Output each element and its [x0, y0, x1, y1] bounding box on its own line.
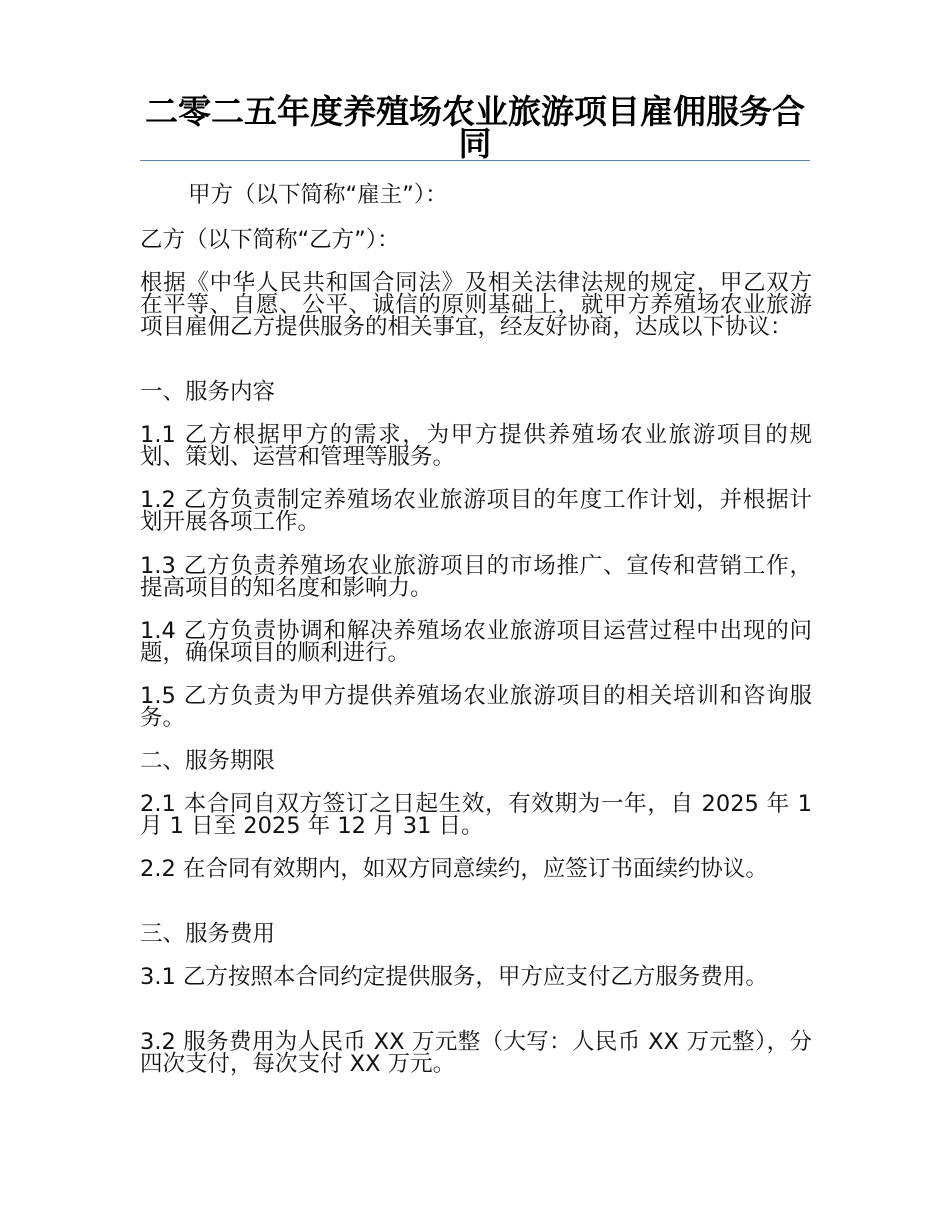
section-heading-service-content: 一、服务内容: [140, 379, 276, 405]
clause-3-1: 3.1 乙方按照本合同约定提供服务，甲方应支付乙方服务费用。: [140, 964, 768, 990]
party-b-line: 乙方（以下简称“乙方”）：: [140, 227, 400, 253]
title-divider: [140, 160, 810, 161]
clause-1-4: 1.4 乙方负责协调和解决养殖场农业旅游项目运营过程中出现的问题，确保项目的顺利进行。: [140, 618, 812, 666]
section-heading-service-fee: 三、服务费用: [140, 921, 276, 947]
clause-1-5: 1.5 乙方负责为甲方提供养殖场农业旅游项目的相关培训和咨询服务。: [140, 683, 812, 731]
clause-1-1: 1.1 乙方根据甲方的需求，为甲方提供养殖场农业旅游项目的规划、策划、运营和管理等服务。: [140, 422, 812, 470]
clause-3-2: 3.2 服务费用为人民币 XX 万元整（大写：人民币 XX 万元整），分四次支付，每次支付 XX 万元。: [140, 1029, 812, 1077]
section-heading-service-term: 二、服务期限: [140, 748, 276, 774]
clause-2-1: 2.1 本合同自双方签订之日起生效，有效期为一年，自 2025 年 1 月 1 日至 2025 年 12 月 31 日。: [140, 791, 812, 839]
clause-1-2: 1.2 乙方负责制定养殖场农业旅游项目的年度工作计划，并根据计划开展各项工作。: [140, 487, 812, 535]
preamble-paragraph: 根据《中华人民共和国合同法》及相关法律法规的规定，甲乙双方在平等、自愿、公平、诚信的原则基础上，就甲方养殖场农业旅游项目雇佣乙方提供服务的相关事宜，经友好协商，达成以下协议：: [140, 270, 812, 340]
party-a-line: 甲方（以下简称“雇主”）：: [188, 182, 448, 208]
document-title: 二零二五年度养殖场农业旅游项目雇佣服务合同: [145, 92, 805, 163]
clause-2-2: 2.2 在合同有效期内，如双方同意续约，应签订书面续约协议。: [140, 856, 768, 882]
clause-1-3: 1.3 乙方负责养殖场农业旅游项目的市场推广、宣传和营销工作，提高项目的知名度和影响力。: [140, 553, 812, 601]
